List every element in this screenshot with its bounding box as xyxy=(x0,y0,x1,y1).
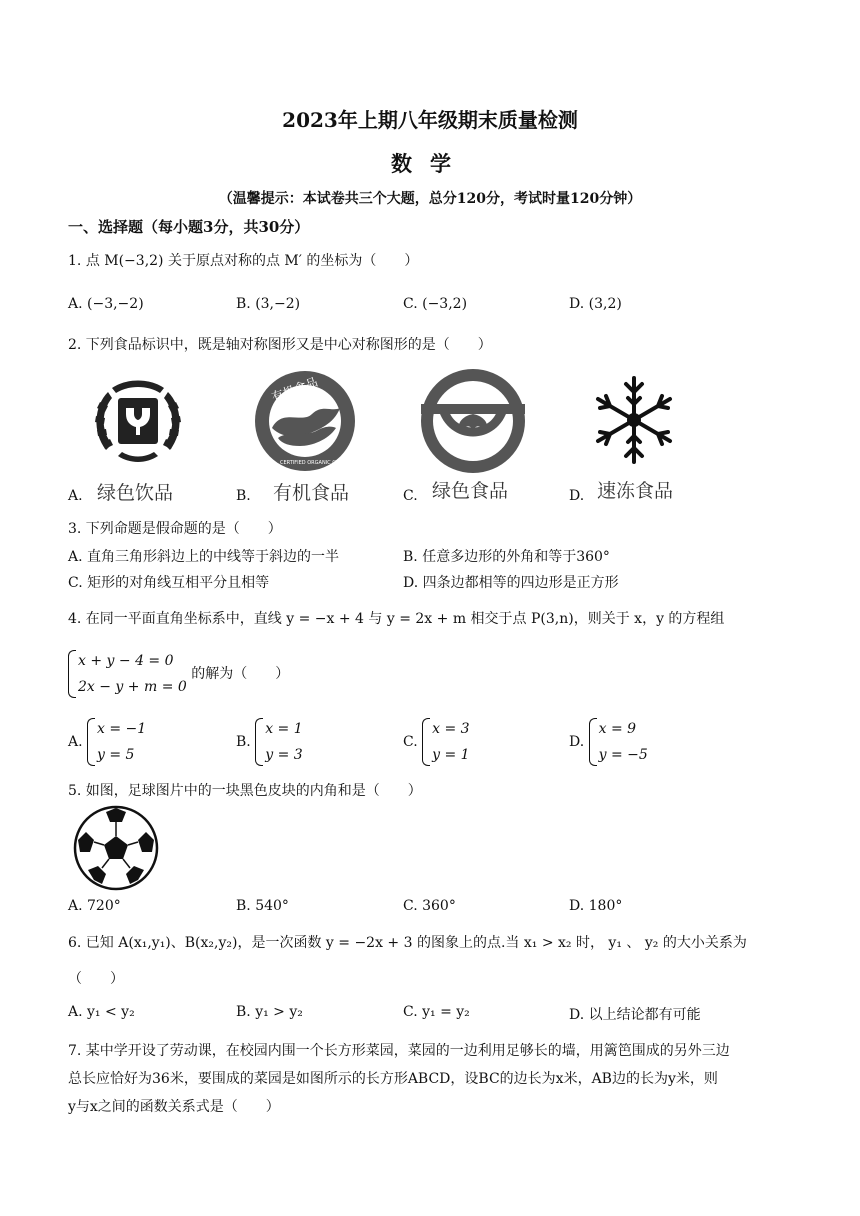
organic-food-logo[interactable] xyxy=(252,368,358,474)
q5-option-c[interactable]: C. 360° xyxy=(403,898,456,914)
q1-option-b[interactable]: B. (3,−2) xyxy=(236,296,301,312)
q4-a-y: y = 5 xyxy=(97,747,135,763)
q2-option-a-label: A. xyxy=(68,488,83,504)
q4-option-a-letter: A. xyxy=(68,734,83,750)
q4-option-b-letter: B. xyxy=(236,734,251,750)
snowflake-icon[interactable] xyxy=(586,372,682,468)
q4-option-c-solution xyxy=(422,716,469,768)
soccer-ball-image xyxy=(72,804,160,892)
q4-option-c[interactable] xyxy=(403,716,470,768)
q6-option-d[interactable]: D. 以上结论都有可能 xyxy=(569,1007,701,1023)
q5-option-d[interactable]: D. 180° xyxy=(569,898,623,914)
logo-d-caption: 速冻食品 xyxy=(597,480,674,502)
question-6-text: 6. 已知 A(x₁,y₁)、B(x₂,y₂)，是一次函数 y = −2x + 3 的图象上的点.当 x₁ > x₂ 时， y₁ 、 y₂ 的大小关系为 xyxy=(68,935,747,951)
logo-a-caption: 绿色饮品 xyxy=(97,482,174,504)
subject-title: 数学 xyxy=(391,151,469,176)
logo-c-caption: 绿色食品 xyxy=(432,480,509,502)
q2-option-d-label: D. xyxy=(569,488,585,504)
q4-option-a[interactable] xyxy=(68,716,146,768)
q4-option-d[interactable] xyxy=(569,716,648,768)
equation-system xyxy=(68,648,187,700)
q4-d-y: y = −5 xyxy=(598,747,648,763)
question-5-text: 5. 如图，足球图片中的一块黑色皮块的内角和是（ ） xyxy=(68,783,422,799)
q3-option-d[interactable]: D. 四条边都相等的四边形是正方形 xyxy=(403,575,619,591)
question-4-tail: 的解为（ ） xyxy=(191,666,290,682)
question-7-line-1: 7. 某中学开设了劳动课，在校园内围一个长方形菜园，菜园的一边利用足够长的墙，用篱笆围成的另外三边 xyxy=(68,1043,730,1059)
q4-option-c-letter: C. xyxy=(403,734,418,750)
q1-option-c[interactable]: C. (−3,2) xyxy=(403,296,468,312)
q6-option-c[interactable]: C. y₁ = y₂ xyxy=(403,1004,470,1020)
q3-option-c[interactable]: C. 矩形的对角线互相平分且相等 xyxy=(68,575,270,591)
q4-b-x: x = 1 xyxy=(265,721,303,737)
q4-d-x: x = 9 xyxy=(598,721,637,737)
exam-title: 2023年上期八年级期末质量检测 xyxy=(282,108,578,132)
q4-b-y: y = 3 xyxy=(265,747,303,763)
q4-option-a-solution xyxy=(87,716,146,768)
green-drink-logo[interactable] xyxy=(88,372,188,472)
question-7-line-2: 总长应恰好为36米，要围成的菜园是如图所示的长方形ABCD，设BC的边长为x米，AB边的长为y米，则 xyxy=(68,1071,718,1087)
q4-option-b-solution xyxy=(255,716,302,768)
q4-c-y: y = 1 xyxy=(432,747,470,763)
q5-option-a[interactable]: A. 720° xyxy=(68,898,121,914)
q4-a-x: x = −1 xyxy=(97,721,147,737)
equation-1: x + y − 4 = 0 xyxy=(78,653,174,669)
question-1-text: 点 M(−3,2) 关于原点对称的点 M′ 的坐标为（ ） xyxy=(85,253,419,269)
q4-c-x: x = 3 xyxy=(432,721,470,737)
q4-option-d-solution xyxy=(589,716,648,768)
section-heading: 一、选择题（每小题3分，共30分） xyxy=(68,218,310,236)
logo-b-caption: 有机食品 xyxy=(273,482,350,504)
q1-option-a[interactable]: A. (−3,−2) xyxy=(68,296,144,312)
q2-option-b-label: B. xyxy=(236,488,251,504)
q4-option-d-letter: D. xyxy=(569,734,585,750)
q3-option-b[interactable]: B. 任意多边形的外角和等于360° xyxy=(403,549,610,565)
q4-option-b[interactable] xyxy=(236,716,303,768)
question-6-blank: （ ） xyxy=(68,971,124,987)
question-7-line-3: y与x之间的函数关系式是（ ） xyxy=(68,1099,280,1115)
q1-option-d[interactable]: D. (3,2) xyxy=(569,296,622,312)
logo-b-top-text: 有机食品 xyxy=(269,374,320,405)
exam-hint: （温馨提示：本试卷共三个大题，总分120分，考试时量120分钟） xyxy=(218,191,642,207)
equation-2: 2x − y + m = 0 xyxy=(78,679,187,695)
logo-b-ring-text: CERTIFIED ORGANIC COFFEE xyxy=(280,460,352,466)
q6-option-a[interactable]: A. y₁ < y₂ xyxy=(68,1004,135,1020)
question-4-text: 4. 在同一平面直角坐标系中，直线 y = −x + 4 与 y = 2x + m 相交于点 P(3,n)，则关于 x，y 的方程组 xyxy=(68,611,725,627)
question-1 xyxy=(68,250,418,270)
q5-option-b[interactable]: B. 540° xyxy=(236,898,289,914)
green-food-logo[interactable] xyxy=(418,366,528,476)
q2-option-c-label: C. xyxy=(403,488,418,504)
q3-option-a[interactable]: A. 直角三角形斜边上的中线等于斜边的一半 xyxy=(68,549,340,565)
question-1-number: 1. xyxy=(68,253,82,269)
question-2-text: 2. 下列食品标识中，既是轴对称图形又是中心对称图形的是（ ） xyxy=(68,337,492,353)
q6-option-b[interactable]: B. y₁ > y₂ xyxy=(236,1004,303,1020)
question-4-system xyxy=(68,648,289,700)
question-3-text: 3. 下列命题是假命题的是（ ） xyxy=(68,521,282,537)
